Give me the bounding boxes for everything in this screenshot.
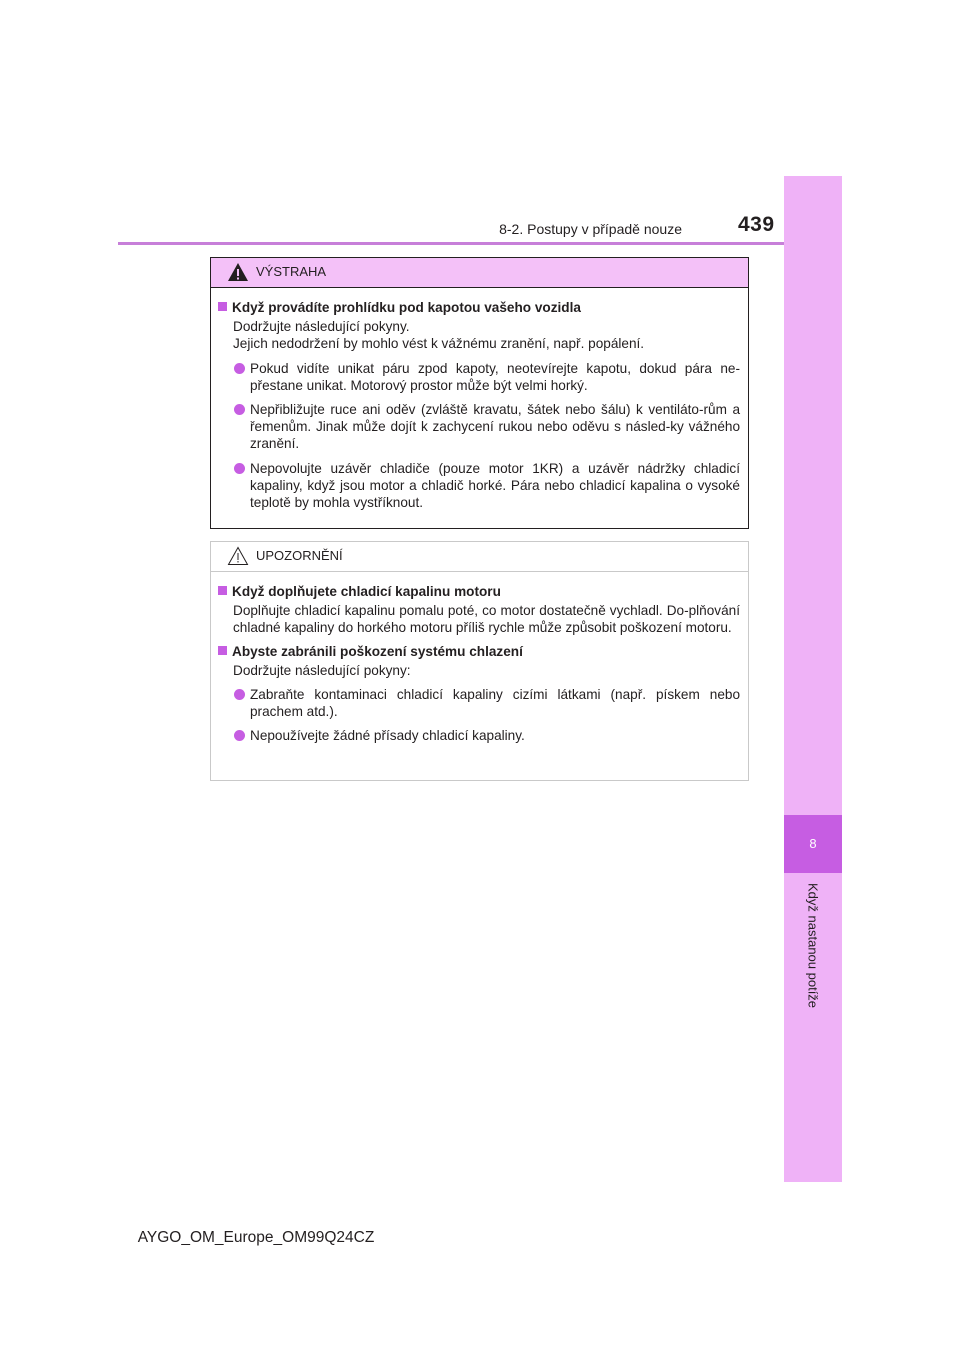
caution-paragraph: Dodržujte následující pokyny: (233, 662, 411, 678)
caution-item-title: Abyste zabránili poškození systému chlazení (218, 643, 740, 660)
caution-paragraph: Doplňujte chladicí kapalinu pomalu poté, co motor dostatečně vychladl. Do-plňování chladné kapaliny do horkého motoru příliš rychle může způsobit poškození motoru. (233, 603, 740, 636)
caution-item-title: Když doplňujete chladicí kapalinu motoru (218, 583, 740, 600)
warning-bullet: Pokud vidíte unikat páru zpod kapoty, neotevírejte kapotu, dokud pára ne-přestane unikat. Motorový prostor může být velmi horký. (218, 360, 740, 394)
caution-triangle-icon (227, 546, 249, 566)
round-bullet-icon (234, 730, 245, 741)
warning-line: Dodržujte následující pokyny. (233, 319, 410, 335)
chapter-label (784, 883, 842, 1173)
warning-box (210, 257, 749, 529)
chapter-number-box (784, 815, 842, 873)
header-rule (118, 242, 842, 245)
warning-line: Jejich nedodržení by mohlo vést k vážnému zranění, např. popálení. (233, 336, 645, 352)
round-bullet-icon (234, 463, 245, 474)
section-title: 8-2. Postupy v případě nouze (499, 221, 682, 237)
caution-body (211, 572, 748, 745)
page-number: 439 (738, 213, 775, 236)
warning-bullet: Nepovolujte uzávěr chladiče (pouze motor 1KR) a uzávěr nádržky chladicí kapaliny, když jsou motor a chladič horké. Pára nebo chladicí kapalina o vysoké teplotě by mohla vystříknout. (218, 460, 740, 512)
warning-bullet: Nepřibližujte ruce ani oděv (zvláště kravatu, šátek nebo šálu) k ventiláto-rům a řemenům. Jinak může dojít k zachycení rukou nebo oděvu s násled-ky vážného zranění. (218, 401, 740, 453)
chapter-label-text: Když nastanou potíže (805, 883, 821, 1009)
chapter-side-tab (784, 176, 842, 1182)
document-footer: AYGO_OM_Europe_OM99Q24CZ (137, 1229, 375, 1246)
round-bullet-icon (234, 404, 245, 415)
caution-label: UPOZORNĚNÍ (256, 548, 343, 563)
caution-box (210, 541, 749, 781)
warning-item-title: Když provádíte prohlídku pod kapotou vašeho vozidla (218, 299, 740, 316)
square-bullet-icon (218, 302, 227, 311)
round-bullet-icon (234, 689, 245, 700)
square-bullet-icon (218, 646, 227, 655)
warning-label: VÝSTRAHA (256, 264, 327, 279)
caution-bullet: Nepoužívejte žádné přísady chladicí kapaliny. (218, 727, 740, 744)
warning-body (211, 288, 748, 511)
warning-header (211, 258, 748, 288)
chapter-number: 8 (809, 836, 817, 851)
round-bullet-icon (234, 363, 245, 374)
warning-triangle-icon (227, 262, 249, 282)
square-bullet-icon (218, 586, 227, 595)
caution-bullet: Zabraňte kontaminaci chladicí kapaliny cizími látkami (např. pískem nebo prachem atd.). (218, 686, 740, 720)
caution-header (211, 542, 748, 572)
